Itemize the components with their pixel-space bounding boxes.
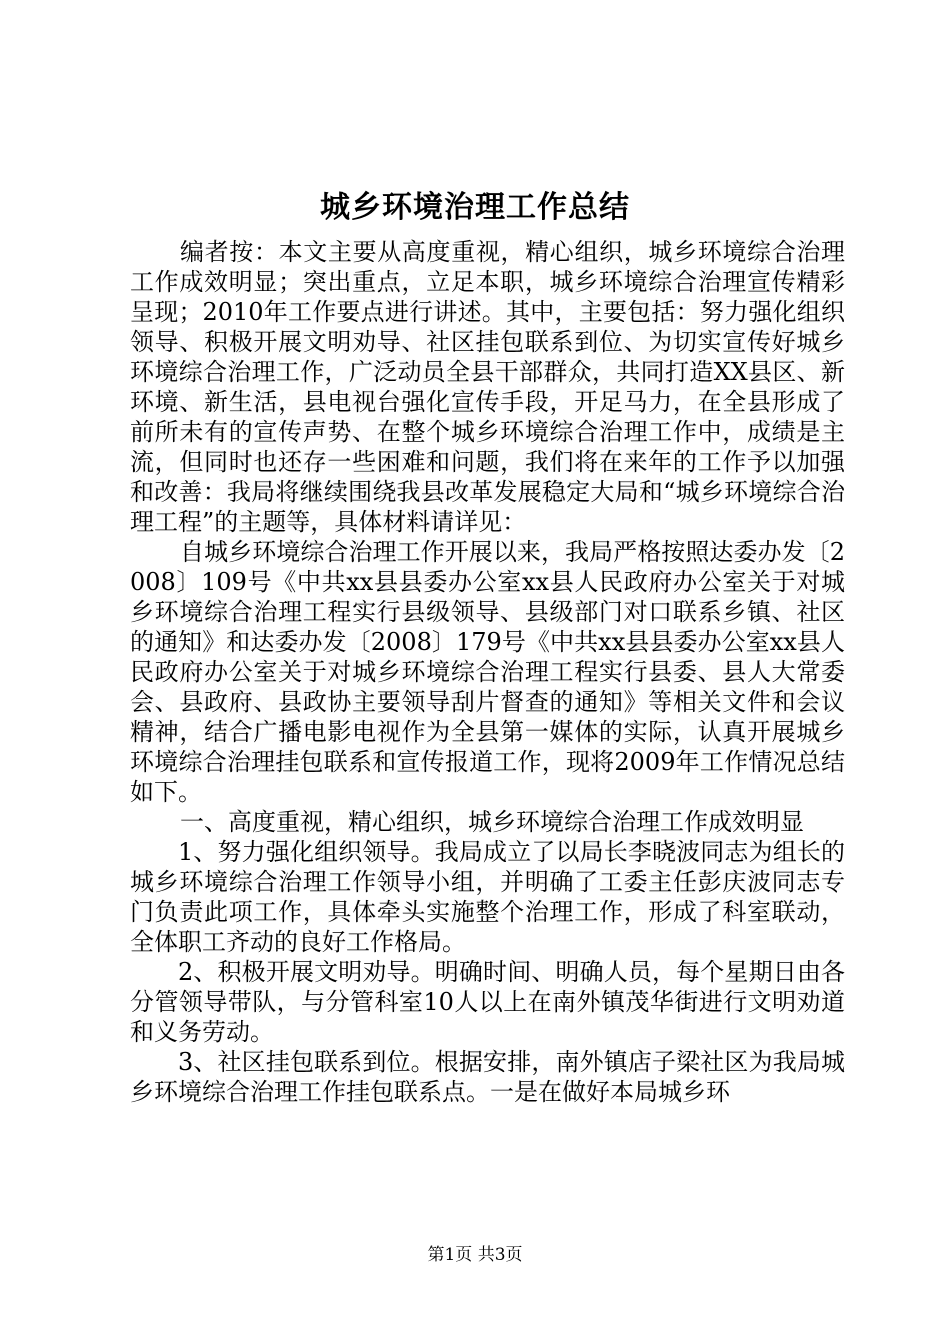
intro-paragraph: 自城乡环境综合治理工作开展以来，我局严格按照达委办发〔2008〕109号《中共xx县县委办公室xx县人民政府办公室关于对城乡环境综合治理工程实行县级领导、县级部门对口联系乡镇、社区的通知》和达委办发〔2008〕179号《中共xx县县委办公室xx县人民政府办公室关于对城乡环境综合治理工程实行县委、县人大常委会、县政府、县政协主要领导刮片督查的通知》等相关文件和会议精神，结合广播电影电视作为全县第一媒体的实际，认真开展城乡环境综合治理挂包联系和宣传报道工作，现将2009年工作情况总结如下。 <box>130 538 845 806</box>
editor-note-paragraph: 编者按：本文主要从高度重视，精心组织，城乡环境综合治理工作成效明显；突出重点，立足本职，城乡环境综合治理宣传精彩呈现；2010年工作要点进行讲述。其中，主要包括：努力强化组织领导、积极开展文明劝导、社区挂包联系到位、为切实宣传好城乡环境综合治理工作，广泛动员全县干部群众，共同打造XX县区、新环境、新生活，县电视台强化宣传手段，开足马力，在全县形成了前所未有的宣传声势、在整个城乡环境综合治理工作中，成绩是主流，但同时也还存一些困难和问题，我们将在来年的工作予以加强和改善：我局将继续围绕我县改革发展稳定大局和“城乡环境综合治理工程”的主题等，具体材料请详见： <box>130 238 845 536</box>
document-title: 城乡环境治理工作总结 <box>320 190 630 225</box>
section-heading: 一、高度重视，精心组织，城乡环境综合治理工作成效明显 <box>180 808 804 836</box>
page-number-footer: 第1页 共3页 <box>427 1245 523 1265</box>
list-item: 2、积极开展文明劝导。明确时间、明确人员，每个星期日由各分管领导带队，与分管科室10人以上在南外镇茂华街进行文明劝道和义务劳动。 <box>130 958 845 1046</box>
list-item: 1、努力强化组织领导。我局成立了以局长李晓波同志为组长的城乡环境综合治理工作领导小组，并明确了工委主任彭庆波同志专门负责此项工作，具体牵头实施整个治理工作，形成了科室联动，全体职工齐动的良好工作格局。 <box>130 838 845 956</box>
list-item: 3、社区挂包联系到位。根据安排，南外镇店子梁社区为我局城乡环境综合治理工作挂包联系点。一是在做好本局城乡环 <box>130 1048 845 1106</box>
document-body <box>130 237 845 1107</box>
